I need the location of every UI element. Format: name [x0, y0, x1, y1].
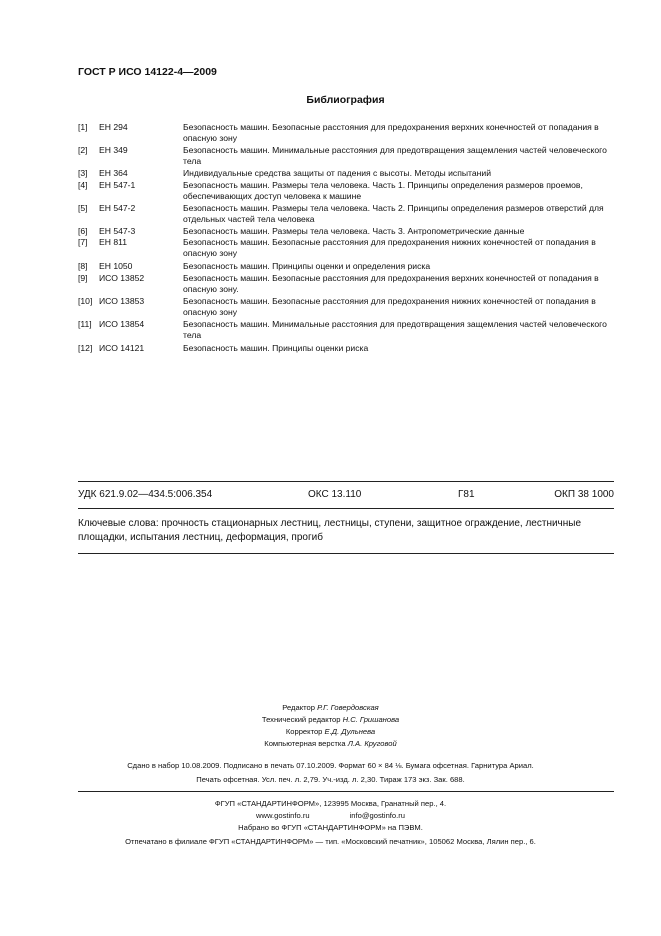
- typeset-note: Набрано во ФГУП «СТАНДАРТИНФОРМ» на ПЭВМ.: [238, 823, 423, 832]
- bibliography-entry: [78, 122, 618, 145]
- entry-num: [2]: [78, 145, 88, 155]
- printed-note: Отпечатано в филиале ФГУП «СТАНДАРТИНФОРМ» — тип. «Московский печатник», 105062 Москва, Лялин пер., 6.: [125, 837, 536, 846]
- entry-num: [8]: [78, 261, 88, 271]
- entry-text: Безопасность машин. Безопасные расстояния для предохранения верхних конечностей от попадания в опасную зону.: [183, 273, 599, 295]
- entry-code: ИСО 13852: [99, 273, 145, 283]
- bibliography-entry: [78, 237, 618, 260]
- divider: [78, 508, 614, 509]
- entry-num: [12]: [78, 343, 93, 353]
- entry-code: ЕН 547-1: [99, 180, 136, 190]
- entry-code: ИСО 14121: [99, 343, 145, 353]
- entry-text: Безопасность машин. Принципы оценки риска: [183, 343, 369, 353]
- bibliography-entry: [78, 226, 618, 237]
- entry-text: Индивидуальные средства защиты от падения с высоты. Методы испытаний: [183, 168, 491, 178]
- entry-num: [9]: [78, 273, 88, 283]
- document-header: ГОСТ Р ИСО 14122-4—2009: [78, 66, 217, 78]
- section-title: Библиография: [306, 94, 385, 106]
- publisher-address: ФГУП «СТАНДАРТИНФОРМ», 123995 Москва, Гранатный пер., 4.: [214, 799, 447, 808]
- entry-num: [11]: [78, 319, 92, 329]
- keywords: Ключевые слова: прочность стационарных лестниц, лестницы, ступени, защитное ограждение, лестничные площадки, испытания лестниц, деформация, прогиб: [78, 518, 582, 543]
- entry-code: ЕН 547-2: [99, 203, 136, 213]
- publisher-website[interactable]: www.gostinfo.ru: [255, 811, 310, 820]
- entry-text: Безопасность машин. Размеры тела человека. Часть 3. Антропометрические данные: [183, 226, 525, 236]
- bibliography-entry: [78, 343, 618, 354]
- okp-code: ОКП 38 1000: [554, 489, 614, 500]
- credit-line: [0, 727, 661, 736]
- divider: [78, 481, 614, 482]
- entry-text: Безопасность машин. Минимальные расстояния для предотвращения защемления частей человеческого тела: [183, 145, 607, 167]
- entry-text: Безопасность машин. Безопасные расстояния для предохранения нижних конечностей от попадания в опасную зону: [183, 296, 596, 318]
- publisher-email[interactable]: info@gostinfo.ru: [349, 811, 406, 820]
- bibliography-entry: [78, 180, 618, 203]
- oks-code: ОКС 13.110: [308, 489, 362, 500]
- credit-name: Л.А. Круговой: [347, 739, 397, 748]
- entry-text: Безопасность машин. Безопасные расстояния для предохранения верхних конечностей от попадания в опасную зону: [183, 122, 599, 144]
- credit-role: Редактор: [282, 703, 315, 712]
- entry-num: [6]: [78, 226, 88, 236]
- imprint-line-1: Сдано в набор 10.08.2009. Подписано в печать 07.10.2009. Формат 60 × 84 ⅛. Бумага офсетная. Гарнитура Ариал.: [127, 761, 534, 770]
- bibliography-entry: [78, 145, 618, 168]
- entry-text: Безопасность машин. Размеры тела человека. Часть 1. Принципы определения размеров проемов, обеспечивающих доступ человека к машине: [183, 180, 583, 202]
- credit-line: [0, 739, 661, 748]
- entry-text: Безопасность машин. Размеры тела человека. Часть 2. Принципы определения размеров отверстий для отдельных частей тела человека: [183, 203, 604, 225]
- entry-code: ЕН 364: [99, 168, 128, 178]
- credit-name: Е.Д. Дульнева: [324, 727, 376, 736]
- entry-code: ЕН 294: [99, 122, 128, 132]
- udk-code: УДК 621.9.02—434.5:006.354: [78, 489, 213, 500]
- entry-text: Безопасность машин. Минимальные расстояния для предотвращения защемления частей человеческого тела: [183, 319, 607, 341]
- bibliography-entry: [78, 168, 618, 179]
- entry-num: [1]: [78, 122, 88, 132]
- credit-role: Корректор: [285, 727, 323, 736]
- credit-name: Р.Г. Говердовская: [317, 703, 379, 712]
- bibliography-entry: [78, 261, 618, 272]
- entry-code: ЕН 349: [99, 145, 128, 155]
- divider: [78, 791, 614, 792]
- entry-num: [4]: [78, 180, 88, 190]
- entry-text: Безопасность машин. Принципы оценки и определения риска: [183, 261, 431, 271]
- bibliography-entry: [78, 203, 618, 226]
- publisher-contacts: [0, 811, 661, 820]
- entry-code: ИСО 13853: [99, 296, 145, 306]
- g-code: Г81: [458, 489, 475, 500]
- entry-text: Безопасность машин. Безопасные расстояния для предохранения нижних конечностей от попадания в опасную зону: [183, 237, 596, 259]
- bibliography-entry: [78, 296, 618, 319]
- divider: [78, 553, 614, 554]
- entry-code: ЕН 811: [99, 237, 128, 247]
- entry-code: ИСО 13854: [99, 319, 145, 329]
- credit-line: [0, 715, 661, 724]
- credit-line: [0, 703, 661, 712]
- credit-role: Технический редактор: [261, 715, 341, 724]
- entry-num: [10]: [78, 296, 93, 306]
- bibliography-entry: [78, 319, 618, 342]
- credit-name: Н.С. Гришанова: [342, 715, 400, 724]
- entry-num: [7]: [78, 237, 88, 247]
- entry-code: ЕН 1050: [99, 261, 133, 271]
- entry-num: [3]: [78, 168, 88, 178]
- entry-num: [5]: [78, 203, 88, 213]
- credit-role: Компьютерная верстка: [264, 739, 346, 748]
- imprint-line-2: Печать офсетная. Усл. печ. л. 2,79. Уч.-изд. л. 2,30. Тираж 173 экз. Зак. 688.: [196, 775, 465, 784]
- bibliography-entry: [78, 273, 618, 296]
- entry-code: ЕН 547-3: [99, 226, 136, 236]
